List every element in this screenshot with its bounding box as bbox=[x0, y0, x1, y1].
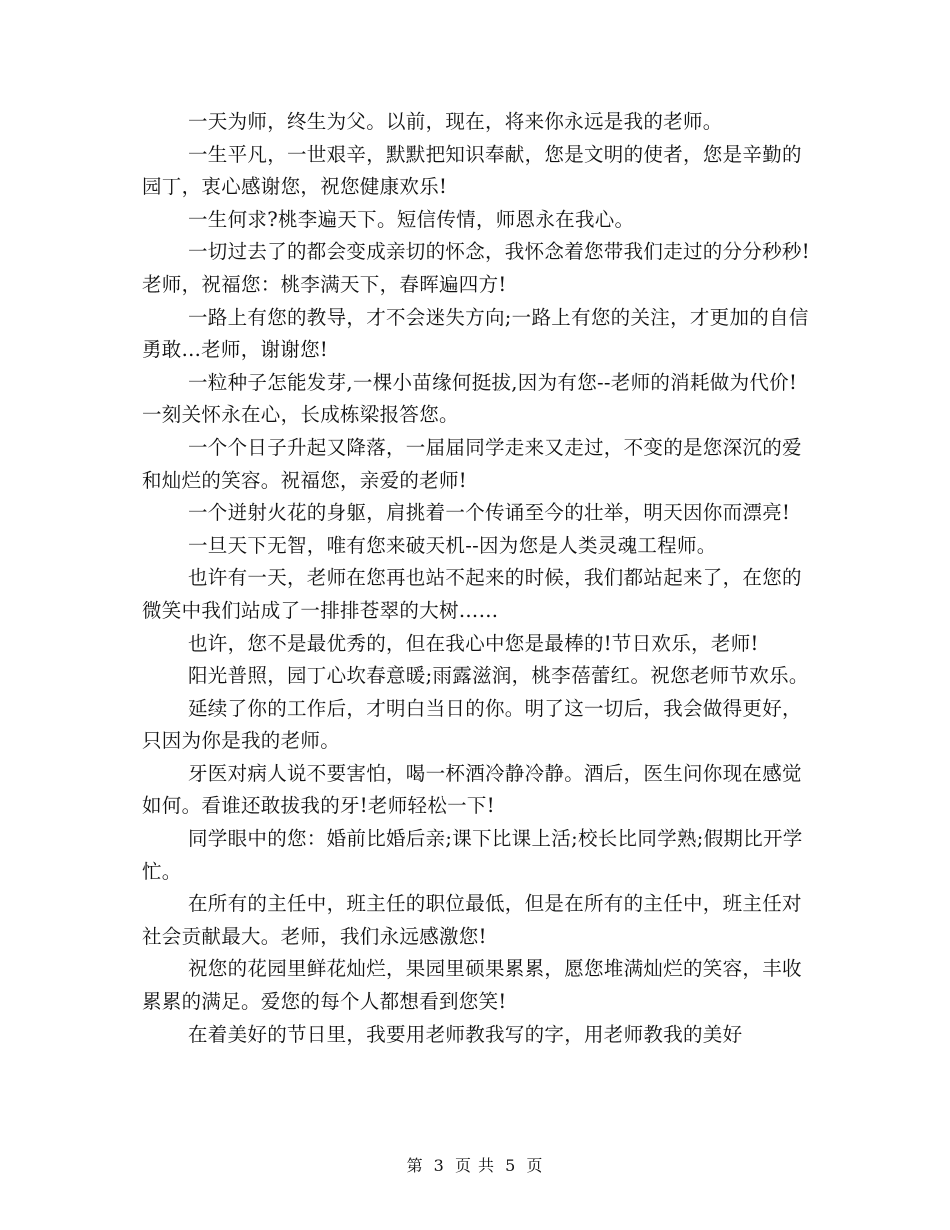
paragraph: 也许有一天，老师在您再也站不起来的时候，我们都站起来了，在您的微笑中我们站成了一排排苍翠的大树…… bbox=[142, 566, 802, 622]
paragraph: 在所有的主任中，班主任的职位最低，但是在所有的主任中，班主任对社会贡献最大。老师，我们永远感激您! bbox=[142, 892, 802, 948]
current-page-number: 3 bbox=[433, 1156, 445, 1175]
document-body bbox=[142, 106, 818, 1051]
page-footer bbox=[0, 1153, 950, 1176]
paragraph: 一路上有您的教导，才不会迷失方向;一路上有您的关注，才更加的自信勇敢...老师，谢谢您! bbox=[142, 305, 809, 362]
paragraph: 延续了你的工作后，才明白当日的你。明了这一切后，我会做得更好，只因为你是我的老师。 bbox=[142, 696, 802, 753]
paragraph: 阳光普照，园丁心坎春意暖;雨露滋润，桃李蓓蕾红。祝您老师节欢乐。 bbox=[188, 664, 809, 688]
paragraph: 在着美好的节日里，我要用老师教我写的字，用老师教我的美好 bbox=[188, 1022, 743, 1046]
paragraph: 一生平凡，一世艰辛，默默把知识奉献，您是文明的使者，您是辛勤的园丁，衷心感谢您，祝您健康欢乐! bbox=[142, 142, 802, 199]
paragraph: 一天为师，终生为父。以前，现在，将来你永远是我的老师。 bbox=[188, 110, 723, 133]
paragraph: 一粒种子怎能发芽,一棵小苗缘何挺拔,因为有您--老师的消耗做为代价! 一刻关怀永在心，长成栋梁报答您。 bbox=[142, 370, 798, 427]
paragraph: 同学眼中的您：婚前比婚后亲;课下比课上活;校长比同学熟;假期比开学忙。 bbox=[142, 827, 803, 883]
paragraph: 一个个日子升起又降落，一届届同学走来又走过，不变的是您深沉的爱和灿烂的笑容。祝福您，亲爱的老师! bbox=[142, 435, 802, 492]
paragraph: 祝您的花园里鲜花灿烂，果园里硕果累累，愿您堆满灿烂的笑容，丰收累累的满足。爱您的每个人都想看到您笑! bbox=[142, 957, 802, 1014]
page-label-suffix: 页 bbox=[526, 1156, 544, 1175]
paragraph: 一个迸射火花的身躯，肩挑着一个传诵至今的壮举，明天因你而漂亮! bbox=[188, 501, 791, 525]
page-label-mid: 页 共 bbox=[454, 1156, 496, 1175]
paragraph: 一旦天下无智，唯有您来破天机--因为您是人类灵魂工程师。 bbox=[188, 533, 717, 557]
page-label-prefix: 第 bbox=[406, 1156, 424, 1175]
total-pages-number: 5 bbox=[505, 1156, 517, 1175]
paragraph: 一生何求?桃李遍天下。短信传情，师恩永在我心。 bbox=[188, 207, 635, 231]
paragraph: 也许，您不是最优秀的，但在我心中您是最棒的!节日欢乐，老师! bbox=[188, 631, 759, 655]
paragraph: 一切过去了的都会变成亲切的怀念，我怀念着您带我们走过的分分秒秒!老师，祝福您：桃李满天下，春晖遍四方! bbox=[142, 240, 810, 296]
paragraph: 牙医对病人说不要害怕，喝一杯酒冷静冷静。酒后，医生问你现在感觉如何。看谁还敢拔我的牙!老师轻松一下! bbox=[142, 761, 802, 818]
